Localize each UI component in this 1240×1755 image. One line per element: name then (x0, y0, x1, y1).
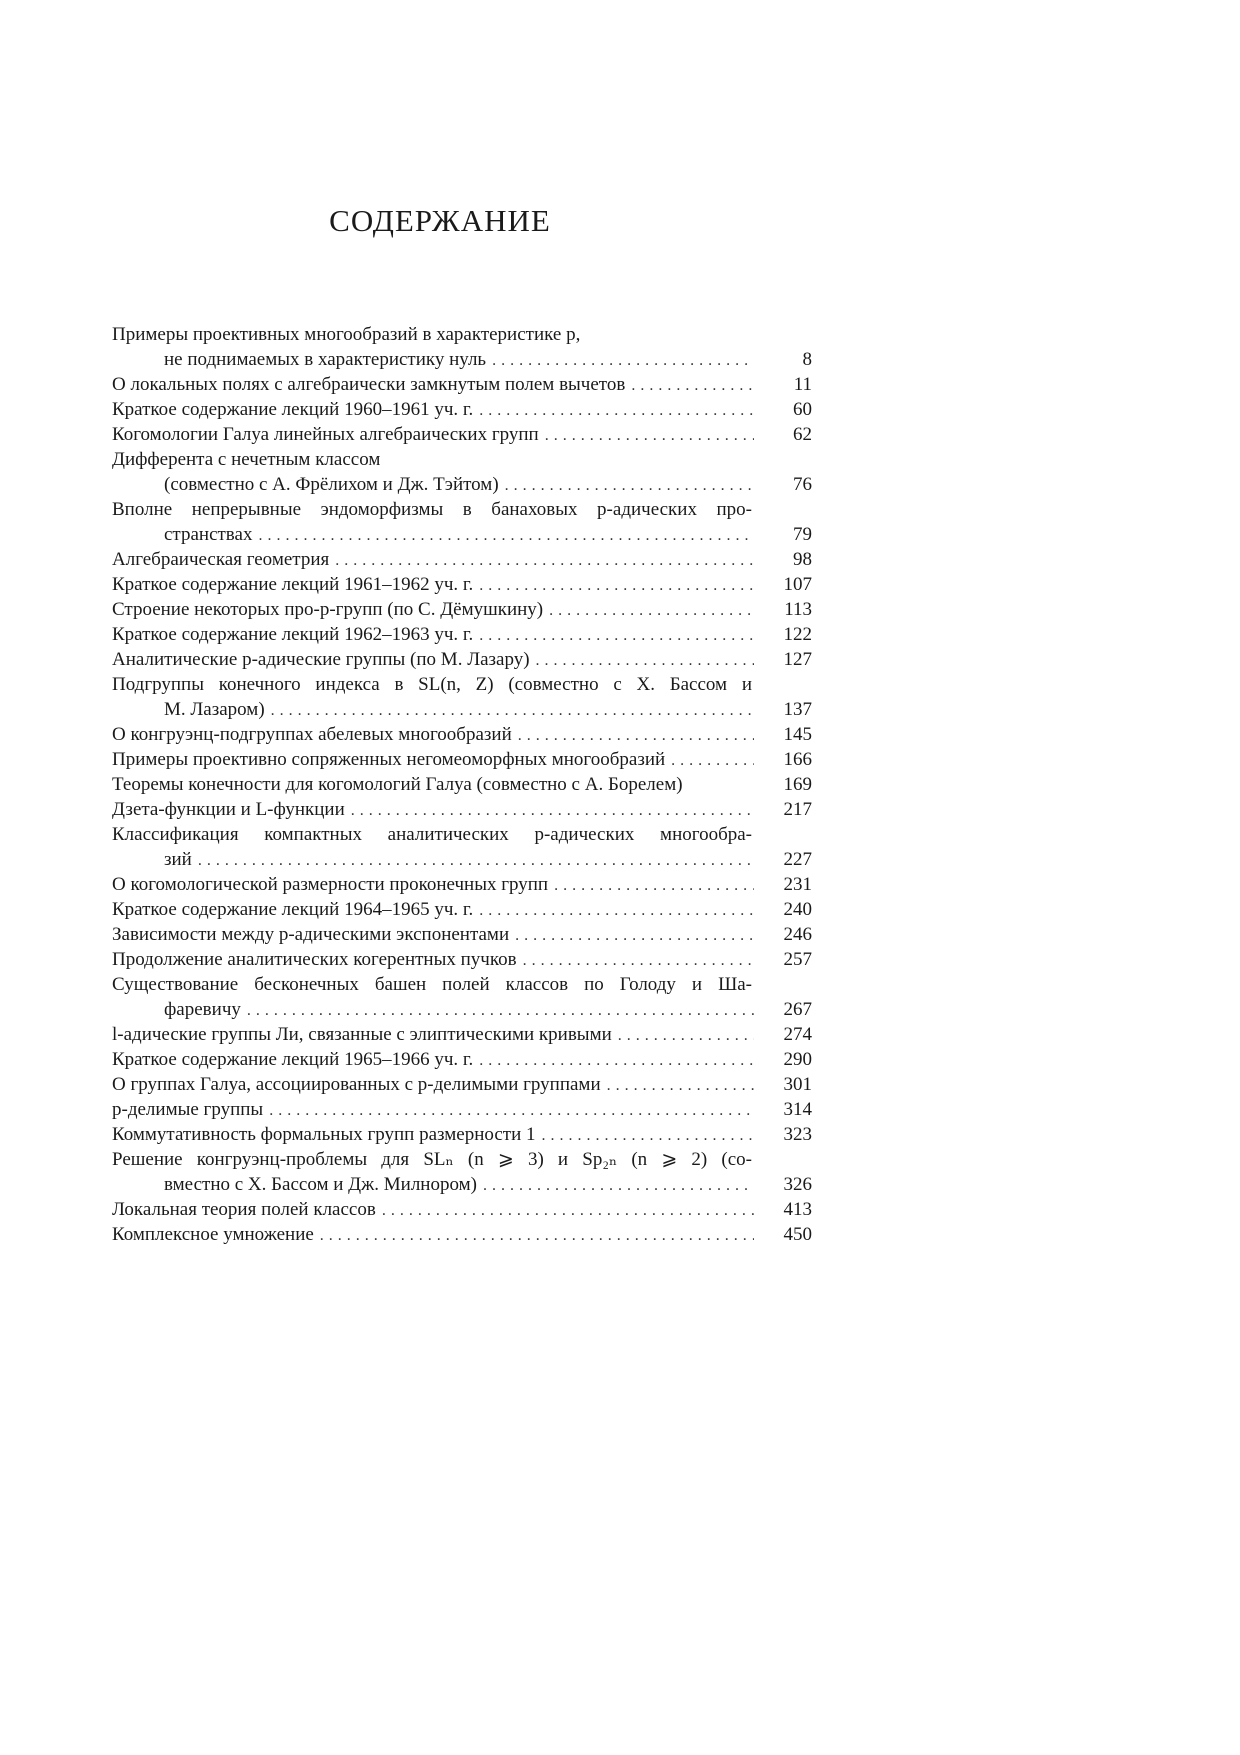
toc-page-number: 113 (784, 599, 812, 620)
toc-entry-title: О конгруэнц-подгруппах абелевых многообразий (112, 724, 512, 745)
toc-entry-title: О локальных полях с алгебраически замкнутым полем вычетов (112, 374, 626, 395)
dot-leader (545, 423, 754, 448)
dot-leader (554, 873, 754, 898)
toc-entry[interactable] (112, 572, 812, 597)
toc-entry[interactable] (112, 1097, 812, 1122)
toc-page-number: 323 (783, 1124, 812, 1145)
toc-page-number: 76 (793, 474, 812, 495)
dot-leader (198, 848, 754, 873)
toc-page-number: 246 (783, 924, 812, 945)
dot-leader (258, 523, 754, 548)
toc-entry[interactable] (112, 622, 812, 647)
toc-page-number: 127 (783, 649, 812, 670)
dot-leader (479, 398, 754, 423)
toc-entry-title: Локальная теория полей классов (112, 1199, 376, 1220)
dot-leader (479, 898, 754, 923)
toc-entry-title: Вполне непрерывные эндоморфизмы в банаховых p-адических про- (112, 499, 752, 520)
dot-leader (631, 373, 754, 398)
toc-page-number: 413 (783, 1199, 812, 1220)
dot-leader (479, 1048, 754, 1073)
toc-page-number: 166 (783, 749, 812, 770)
toc-entry-title: фаревичу (164, 999, 241, 1020)
toc-entry-title: зий (164, 849, 192, 870)
toc-page-number: 122 (783, 624, 812, 645)
toc-entry[interactable] (112, 897, 812, 922)
toc-page-number: 169 (783, 774, 812, 795)
toc-entry[interactable] (112, 797, 812, 822)
toc-entry-title: Краткое содержание лекций 1961–1962 уч. г. (112, 574, 474, 595)
toc-entry[interactable] (112, 747, 812, 772)
toc-entry-title: Когомологии Галуа линейных алгебраических групп (112, 424, 539, 445)
table-of-contents (112, 322, 812, 1247)
toc-page-number: 79 (793, 524, 812, 545)
dot-leader (515, 923, 754, 948)
toc-entry[interactable] (112, 372, 812, 397)
dot-leader (271, 698, 754, 723)
toc-page-number: 290 (783, 1049, 812, 1070)
toc-entry-title: Краткое содержание лекций 1962–1963 уч. г. (112, 624, 474, 645)
toc-page-number: 98 (793, 549, 812, 570)
toc-entry[interactable] (112, 447, 812, 497)
toc-entry[interactable] (112, 1197, 812, 1222)
toc-entry-title: Комплексное умножение (112, 1224, 314, 1245)
toc-entry[interactable] (112, 772, 812, 797)
page-title: СОДЕРЖАНИЕ (329, 203, 551, 238)
toc-entry-title: Аналитические p-адические группы (по М. Лазару) (112, 649, 530, 670)
toc-entry-title: странствах (164, 524, 253, 545)
toc-page-number: 257 (783, 949, 812, 970)
toc-entry[interactable] (112, 922, 812, 947)
toc-entry-title: (совместно с А. Фрёлихом и Дж. Тэйтом) (164, 474, 499, 495)
toc-page-number: 231 (783, 874, 812, 895)
toc-page-number: 274 (783, 1024, 812, 1045)
toc-entry-title: l-адические группы Ли, связанные с элиптическими кривыми (112, 1024, 612, 1045)
dot-leader (492, 348, 754, 373)
toc-entry[interactable] (112, 1222, 812, 1247)
toc-page-number: 227 (783, 849, 812, 870)
toc-entry-title: Примеры проективно сопряженных негомеоморфных многообразий (112, 749, 666, 770)
toc-entry[interactable] (112, 1072, 812, 1097)
dot-leader (269, 1098, 754, 1123)
toc-entry-title: Строение некоторых про-p-групп (по С. Дёмушкину) (112, 599, 544, 620)
toc-entry[interactable] (112, 422, 812, 447)
toc-entry-title: Продолжение аналитических когерентных пучков (112, 949, 517, 970)
toc-page-number: 217 (783, 799, 812, 820)
toc-entry-title: Дифферента с нечетным классом (112, 449, 381, 470)
toc-entry-title: О группах Галуа, ассоциированных с p-делимыми группами (112, 1074, 601, 1095)
toc-entry[interactable] (112, 672, 812, 722)
dot-leader (549, 598, 754, 623)
toc-entry-title: Краткое содержание лекций 1960–1961 уч. г. (112, 399, 474, 420)
dot-leader (523, 948, 754, 973)
toc-entry[interactable] (112, 497, 812, 547)
toc-entry[interactable] (112, 822, 812, 872)
toc-entry[interactable] (112, 872, 812, 897)
toc-entry-title: Классификация компактных аналитических p-адических многообра- (112, 824, 752, 845)
dot-leader (542, 1123, 754, 1148)
toc-page-number: 326 (783, 1174, 812, 1195)
dot-leader (335, 548, 754, 573)
toc-page-number: 62 (793, 424, 812, 445)
toc-entry[interactable] (112, 322, 812, 372)
toc-page-number: 8 (802, 349, 812, 370)
toc-entry[interactable] (112, 1147, 812, 1197)
toc-page-number: 267 (783, 999, 812, 1020)
toc-entry[interactable] (112, 647, 812, 672)
toc-entry[interactable] (112, 397, 812, 422)
toc-entry-title: Подгруппы конечного индекса в SL(n, Z) (совместно с Х. Бассом и (112, 674, 752, 695)
toc-entry[interactable] (112, 972, 812, 1022)
dot-leader (607, 1073, 754, 1098)
toc-page-number: 137 (783, 699, 812, 720)
toc-entry[interactable] (112, 1122, 812, 1147)
toc-entry-title: p-делимые группы (112, 1099, 264, 1120)
toc-entry[interactable] (112, 722, 812, 747)
toc-entry-title: Зависимости между p-адическими экспонентами (112, 924, 510, 945)
toc-entry-title: Алгебраическая геометрия (112, 549, 330, 570)
toc-entry[interactable] (112, 597, 812, 622)
toc-page-number: 450 (783, 1224, 812, 1245)
toc-entry-title: О когомологической размерности проконечных групп (112, 874, 549, 895)
toc-entry-title: М. Лазаром) (164, 699, 265, 720)
toc-entry-title: Существование бесконечных башен полей классов по Голоду и Ша- (112, 974, 752, 995)
dot-leader (479, 573, 754, 598)
toc-entry-title: Теоремы конечности для когомологий Галуа (совместно с А. Борелем) (112, 774, 683, 795)
toc-page-number: 314 (783, 1099, 812, 1120)
toc-entry-title: Коммутативность формальных групп размерности 1 (112, 1124, 536, 1145)
toc-entry-title: Примеры проективных многообразий в характеристике p, (112, 324, 581, 345)
toc-entry[interactable] (112, 1022, 812, 1047)
dot-leader (483, 1173, 754, 1198)
dot-leader (382, 1198, 754, 1223)
toc-entry-title: Краткое содержание лекций 1965–1966 уч. г. (112, 1049, 474, 1070)
dot-leader (320, 1223, 754, 1248)
dot-leader (618, 1023, 754, 1048)
toc-page-number: 11 (793, 374, 812, 395)
toc-page-number: 60 (793, 399, 812, 420)
dot-leader (351, 798, 754, 823)
dot-leader (518, 723, 754, 748)
toc-entry[interactable] (112, 547, 812, 572)
toc-entry-title: Решение конгруэнц-проблемы для SLₙ (n ⩾ 3) и Sp₂ₙ (n ⩾ 2) (со- (112, 1149, 752, 1170)
toc-entry-title: вместно с Х. Бассом и Дж. Милнором) (164, 1174, 477, 1195)
toc-entry[interactable] (112, 1047, 812, 1072)
dot-leader (536, 648, 754, 673)
toc-page-number: 107 (783, 574, 812, 595)
toc-entry-title: не поднимаемых в характеристику нуль (164, 349, 487, 370)
toc-entry-title: Дзета-функции и L-функции (112, 799, 345, 820)
toc-entry-title: Краткое содержание лекций 1964–1965 уч. г. (112, 899, 474, 920)
dot-leader (671, 748, 754, 773)
dot-leader (505, 473, 754, 498)
toc-entry[interactable] (112, 947, 812, 972)
toc-page-number: 145 (783, 724, 812, 745)
toc-page-number: 301 (783, 1074, 812, 1095)
dot-leader (479, 623, 754, 648)
toc-page-number: 240 (783, 899, 812, 920)
dot-leader (247, 998, 754, 1023)
